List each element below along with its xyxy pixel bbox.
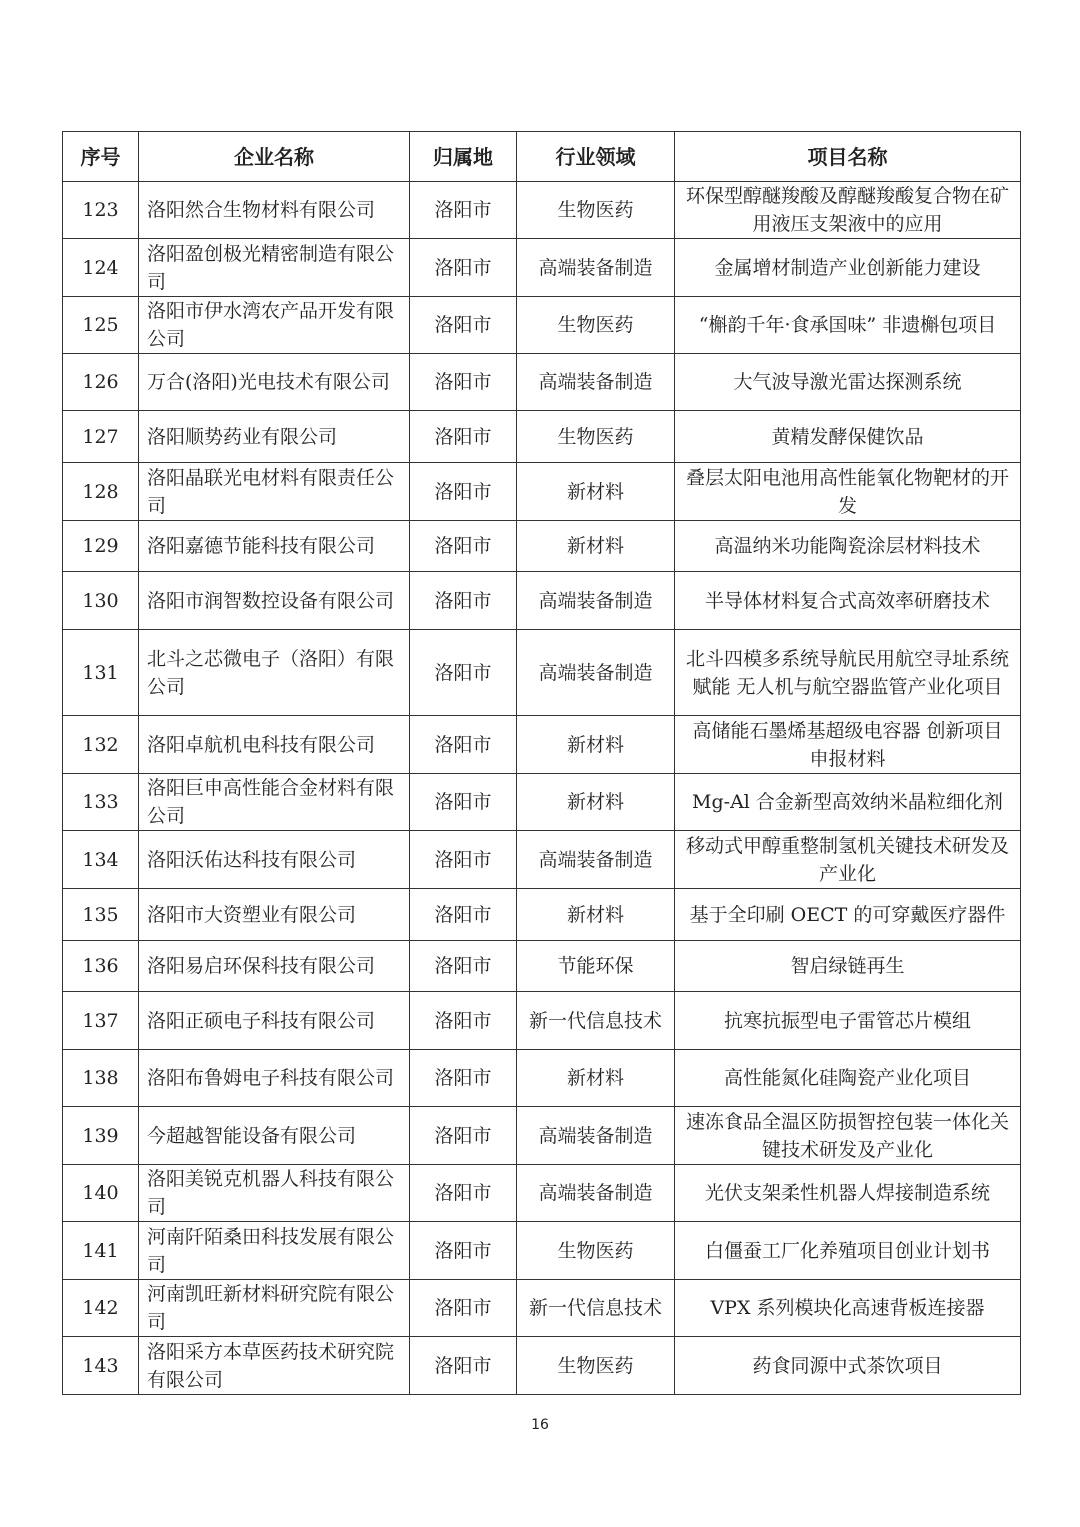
table-row bbox=[63, 521, 1021, 572]
cell-location: 洛阳市 bbox=[410, 774, 517, 831]
cell-num: 141 bbox=[63, 1222, 139, 1280]
cell-project: 环保型醇醚羧酸及醇醚羧酸复合物在矿用液压支架液中的应用 bbox=[675, 182, 1021, 239]
cell-industry: 高端装备制造 bbox=[517, 572, 675, 630]
table-row bbox=[63, 831, 1021, 889]
cell-company: 洛阳易启环保科技有限公司 bbox=[139, 941, 410, 992]
header-industry: 行业领域 bbox=[517, 132, 675, 182]
cell-company: 洛阳美锐克机器人科技有限公司 bbox=[139, 1165, 410, 1222]
cell-num: 131 bbox=[63, 630, 139, 716]
cell-location: 洛阳市 bbox=[410, 889, 517, 941]
header-company: 企业名称 bbox=[139, 132, 410, 182]
table-row bbox=[63, 572, 1021, 630]
cell-num: 133 bbox=[63, 774, 139, 831]
cell-industry: 高端装备制造 bbox=[517, 239, 675, 297]
cell-company: 河南阡陌桑田科技发展有限公司 bbox=[139, 1222, 410, 1280]
cell-industry: 高端装备制造 bbox=[517, 1165, 675, 1222]
cell-company: 洛阳嘉德节能科技有限公司 bbox=[139, 521, 410, 572]
cell-company: 洛阳盈创极光精密制造有限公司 bbox=[139, 239, 410, 297]
cell-industry: 高端装备制造 bbox=[517, 630, 675, 716]
cell-company: 洛阳卓航机电科技有限公司 bbox=[139, 716, 410, 774]
table-row bbox=[63, 463, 1021, 521]
cell-industry: 生物医药 bbox=[517, 182, 675, 239]
cell-project: 大气波导激光雷达探测系统 bbox=[675, 354, 1021, 411]
cell-num: 140 bbox=[63, 1165, 139, 1222]
cell-industry: 新一代信息技术 bbox=[517, 992, 675, 1050]
cell-company: 万合(洛阳)光电技术有限公司 bbox=[139, 354, 410, 411]
cell-location: 洛阳市 bbox=[410, 1337, 517, 1395]
table-row bbox=[63, 630, 1021, 716]
cell-project: 金属增材制造产业创新能力建设 bbox=[675, 239, 1021, 297]
cell-location: 洛阳市 bbox=[410, 1280, 517, 1337]
cell-location: 洛阳市 bbox=[410, 354, 517, 411]
cell-industry: 高端装备制造 bbox=[517, 1107, 675, 1165]
cell-location: 洛阳市 bbox=[410, 521, 517, 572]
cell-company: 洛阳沃佑达科技有限公司 bbox=[139, 831, 410, 889]
page-number: 16 bbox=[531, 1417, 549, 1433]
cell-industry: 新一代信息技术 bbox=[517, 1280, 675, 1337]
table-row bbox=[63, 889, 1021, 941]
cell-project: 白僵蚕工厂化养殖项目创业计划书 bbox=[675, 1222, 1021, 1280]
cell-location: 洛阳市 bbox=[410, 182, 517, 239]
cell-num: 138 bbox=[63, 1050, 139, 1107]
table-row bbox=[63, 354, 1021, 411]
cell-project: 高储能石墨烯基超级电容器 创新项目申报材料 bbox=[675, 716, 1021, 774]
cell-company: 洛阳布鲁姆电子科技有限公司 bbox=[139, 1050, 410, 1107]
cell-company: 洛阳正硕电子科技有限公司 bbox=[139, 992, 410, 1050]
cell-project: 叠层太阳电池用高性能氧化物靶材的开发 bbox=[675, 463, 1021, 521]
cell-project: 半导体材料复合式高效率研磨技术 bbox=[675, 572, 1021, 630]
cell-location: 洛阳市 bbox=[410, 716, 517, 774]
cell-num: 123 bbox=[63, 182, 139, 239]
header-project: 项目名称 bbox=[675, 132, 1021, 182]
cell-company: 洛阳顺势药业有限公司 bbox=[139, 411, 410, 463]
cell-num: 143 bbox=[63, 1337, 139, 1395]
table-row bbox=[63, 1165, 1021, 1222]
cell-project: 北斗四模多系统导航民用航空寻址系统赋能 无人机与航空器监管产业化项目 bbox=[675, 630, 1021, 716]
cell-project: 速冻食品全温区防损智控包装一体化关键技术研发及产业化 bbox=[675, 1107, 1021, 1165]
cell-company: 洛阳然合生物材料有限公司 bbox=[139, 182, 410, 239]
cell-num: 137 bbox=[63, 992, 139, 1050]
cell-num: 125 bbox=[63, 297, 139, 354]
cell-project: 药食同源中式茶饮项目 bbox=[675, 1337, 1021, 1395]
cell-location: 洛阳市 bbox=[410, 831, 517, 889]
cell-project: 高温纳米功能陶瓷涂层材料技术 bbox=[675, 521, 1021, 572]
cell-project: “槲韵千年·食承国味” 非遗槲包项目 bbox=[675, 297, 1021, 354]
cell-industry: 节能环保 bbox=[517, 941, 675, 992]
cell-location: 洛阳市 bbox=[410, 297, 517, 354]
cell-location: 洛阳市 bbox=[410, 1050, 517, 1107]
table-row bbox=[63, 411, 1021, 463]
table-row bbox=[63, 774, 1021, 831]
cell-industry: 生物医药 bbox=[517, 1222, 675, 1280]
cell-company: 北斗之芯微电子（洛阳）有限公司 bbox=[139, 630, 410, 716]
cell-location: 洛阳市 bbox=[410, 1107, 517, 1165]
cell-industry: 高端装备制造 bbox=[517, 831, 675, 889]
table-row bbox=[63, 1222, 1021, 1280]
table-row bbox=[63, 1337, 1021, 1395]
table-row bbox=[63, 1280, 1021, 1337]
cell-project: 高性能氮化硅陶瓷产业化项目 bbox=[675, 1050, 1021, 1107]
table-row bbox=[63, 992, 1021, 1050]
cell-num: 134 bbox=[63, 831, 139, 889]
cell-industry: 新材料 bbox=[517, 889, 675, 941]
table-row bbox=[63, 182, 1021, 239]
cell-num: 142 bbox=[63, 1280, 139, 1337]
cell-num: 124 bbox=[63, 239, 139, 297]
cell-location: 洛阳市 bbox=[410, 239, 517, 297]
cell-project: 抗寒抗振型电子雷管芯片模组 bbox=[675, 992, 1021, 1050]
cell-location: 洛阳市 bbox=[410, 572, 517, 630]
cell-industry: 新材料 bbox=[517, 716, 675, 774]
cell-location: 洛阳市 bbox=[410, 1222, 517, 1280]
cell-project: 移动式甲醇重整制氢机关键技术研发及产业化 bbox=[675, 831, 1021, 889]
cell-project: 基于全印刷 OECT 的可穿戴医疗器件 bbox=[675, 889, 1021, 941]
table-row bbox=[63, 1050, 1021, 1107]
cell-company: 洛阳市润智数控设备有限公司 bbox=[139, 572, 410, 630]
cell-company: 洛阳市伊水湾农产品开发有限公司 bbox=[139, 297, 410, 354]
cell-num: 139 bbox=[63, 1107, 139, 1165]
table-row bbox=[63, 297, 1021, 354]
cell-industry: 生物医药 bbox=[517, 297, 675, 354]
cell-industry: 高端装备制造 bbox=[517, 354, 675, 411]
header-num: 序号 bbox=[63, 132, 139, 182]
enterprise-project-table bbox=[62, 131, 1021, 1395]
cell-location: 洛阳市 bbox=[410, 630, 517, 716]
cell-industry: 生物医药 bbox=[517, 1337, 675, 1395]
cell-industry: 生物医药 bbox=[517, 411, 675, 463]
cell-location: 洛阳市 bbox=[410, 941, 517, 992]
cell-project: 智启绿链再生 bbox=[675, 941, 1021, 992]
cell-company: 洛阳巨申高性能合金材料有限公司 bbox=[139, 774, 410, 831]
cell-company: 洛阳市大资塑业有限公司 bbox=[139, 889, 410, 941]
cell-location: 洛阳市 bbox=[410, 463, 517, 521]
cell-industry: 新材料 bbox=[517, 463, 675, 521]
cell-num: 128 bbox=[63, 463, 139, 521]
cell-location: 洛阳市 bbox=[410, 411, 517, 463]
cell-num: 130 bbox=[63, 572, 139, 630]
table-row bbox=[63, 239, 1021, 297]
cell-location: 洛阳市 bbox=[410, 1165, 517, 1222]
cell-num: 136 bbox=[63, 941, 139, 992]
table-row bbox=[63, 1107, 1021, 1165]
cell-project: Mg-Al 合金新型高效纳米晶粒细化剂 bbox=[675, 774, 1021, 831]
header-location: 归属地 bbox=[410, 132, 517, 182]
cell-industry: 新材料 bbox=[517, 774, 675, 831]
cell-company: 河南凯旺新材料研究院有限公司 bbox=[139, 1280, 410, 1337]
cell-company: 洛阳采方本草医药技术研究院有限公司 bbox=[139, 1337, 410, 1395]
cell-num: 135 bbox=[63, 889, 139, 941]
cell-num: 129 bbox=[63, 521, 139, 572]
table-row bbox=[63, 716, 1021, 774]
cell-num: 127 bbox=[63, 411, 139, 463]
cell-project: 光伏支架柔性机器人焊接制造系统 bbox=[675, 1165, 1021, 1222]
table-row bbox=[63, 941, 1021, 992]
cell-num: 132 bbox=[63, 716, 139, 774]
cell-company: 今超越智能设备有限公司 bbox=[139, 1107, 410, 1165]
cell-location: 洛阳市 bbox=[410, 992, 517, 1050]
cell-industry: 新材料 bbox=[517, 521, 675, 572]
cell-project: 黄精发酵保健饮品 bbox=[675, 411, 1021, 463]
table-header-row bbox=[63, 132, 1021, 182]
cell-project: VPX 系列模块化高速背板连接器 bbox=[675, 1280, 1021, 1337]
cell-num: 126 bbox=[63, 354, 139, 411]
cell-industry: 新材料 bbox=[517, 1050, 675, 1107]
cell-company: 洛阳晶联光电材料有限责任公司 bbox=[139, 463, 410, 521]
